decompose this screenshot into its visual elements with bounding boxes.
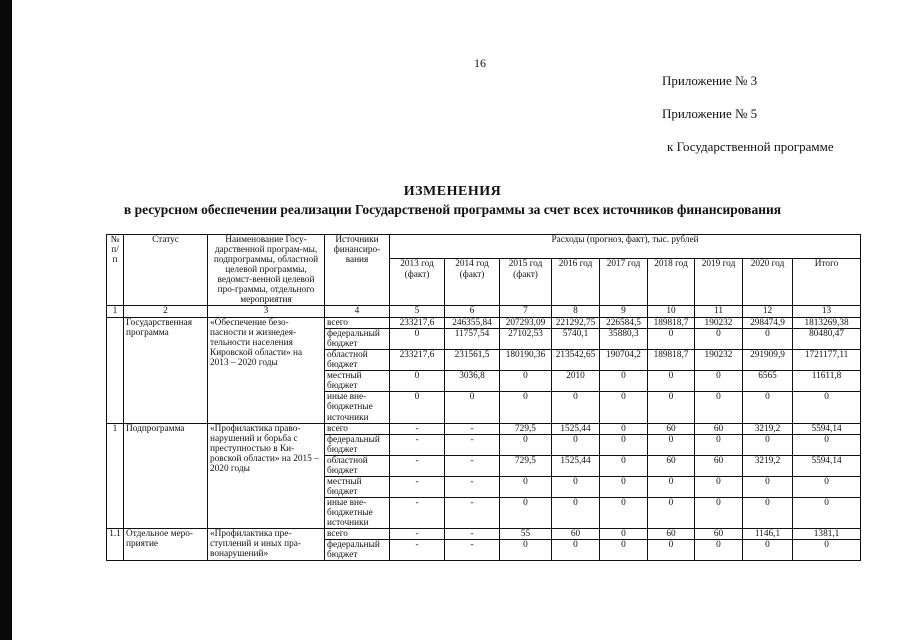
column-index: 11: [695, 306, 743, 318]
value-cell: 0: [648, 434, 695, 455]
value-cell: -: [390, 455, 445, 476]
value-cell: 233217,6: [390, 350, 445, 371]
value-cell: -: [445, 497, 500, 528]
value-cell: 60: [695, 528, 743, 539]
value-cell: 298474,9: [743, 318, 793, 329]
value-cell: -: [445, 476, 500, 497]
value-cell: 60: [695, 423, 743, 434]
value-cell: 0: [793, 434, 861, 455]
appendix-line-3: к Государственной программе: [667, 139, 834, 154]
value-cell: 0: [600, 434, 648, 455]
value-cell: 80480,47: [793, 329, 861, 350]
value-cell: 0: [600, 497, 648, 528]
group-name: «Профилактика пре-ступлений и иных пра-вонарушений»: [208, 528, 325, 560]
value-cell: 190232: [695, 350, 743, 371]
value-cell: 0: [600, 423, 648, 434]
appendix-line-2: Приложение № 5: [662, 106, 758, 121]
value-cell: 0: [743, 434, 793, 455]
value-cell: 0: [500, 476, 552, 497]
value-cell: 0: [500, 434, 552, 455]
appendix-line-1: Приложение № 3: [662, 73, 758, 88]
group-name: «Профилактика право-нарушений и борьба с преступностью в Ки-ровской области» на 2015 – 2020 годы: [208, 423, 325, 528]
value-cell: -: [445, 539, 500, 560]
table-row: [107, 528, 861, 539]
value-cell: 233217,6: [390, 318, 445, 329]
document-subtitle: в ресурсном обеспечении реализации Государственой программы за счет всех источников финансирования: [123, 202, 782, 217]
value-cell: -: [390, 528, 445, 539]
column-index: 13: [793, 306, 861, 318]
source-cell: областной бюджет: [325, 455, 390, 476]
value-cell: 0: [743, 476, 793, 497]
value-cell: 11611,8: [793, 371, 861, 392]
value-cell: 55: [500, 528, 552, 539]
value-cell: 190704,2: [600, 350, 648, 371]
value-cell: 0: [695, 476, 743, 497]
source-cell: местный бюджет: [325, 476, 390, 497]
value-cell: 0: [793, 476, 861, 497]
table-row: [107, 423, 861, 434]
value-cell: 0: [695, 371, 743, 392]
value-cell: -: [390, 497, 445, 528]
value-cell: 2010: [552, 371, 600, 392]
source-cell: федеральный бюджет: [325, 434, 390, 455]
source-cell: федеральный бюджет: [325, 329, 390, 350]
value-cell: 0: [552, 392, 600, 423]
value-cell: 0: [648, 476, 695, 497]
value-cell: 0: [600, 476, 648, 497]
source-cell: областной бюджет: [325, 350, 390, 371]
header-year: 2015 год (факт): [500, 259, 552, 306]
value-cell: 0: [600, 539, 648, 560]
group-status: Подпрограмма: [124, 423, 208, 528]
value-cell: 0: [552, 434, 600, 455]
value-cell: 60: [695, 455, 743, 476]
value-cell: -: [390, 539, 445, 560]
value-cell: 231561,5: [445, 350, 500, 371]
value-cell: 180190,36: [500, 350, 552, 371]
value-cell: 1381,1: [793, 528, 861, 539]
value-cell: 5594,14: [793, 455, 861, 476]
value-cell: 0: [793, 539, 861, 560]
value-cell: -: [390, 476, 445, 497]
column-index: 4: [325, 306, 390, 318]
value-cell: 1813269,38: [793, 318, 861, 329]
value-cell: 226584,5: [600, 318, 648, 329]
value-cell: 0: [552, 497, 600, 528]
header-year: Итого: [793, 259, 861, 306]
value-cell: 0: [600, 392, 648, 423]
value-cell: 0: [648, 329, 695, 350]
source-cell: всего: [325, 318, 390, 329]
value-cell: 0: [648, 371, 695, 392]
value-cell: 0: [695, 329, 743, 350]
value-cell: -: [390, 423, 445, 434]
group-status: Государственная программа: [124, 318, 208, 423]
value-cell: 60: [648, 528, 695, 539]
value-cell: 0: [600, 455, 648, 476]
value-cell: 0: [552, 539, 600, 560]
header-source: Источники финансиро-вания: [325, 235, 390, 306]
value-cell: 1525,44: [552, 455, 600, 476]
group-name: «Обеспечение безо-пасности и жизнедея-тельности населения Кировской области» на 2013 – 2020 годы: [208, 318, 325, 423]
value-cell: -: [445, 528, 500, 539]
scan-edge-bar: [0, 0, 12, 640]
column-index: 5: [390, 306, 445, 318]
value-cell: 60: [648, 455, 695, 476]
header-year: 2020 год: [743, 259, 793, 306]
value-cell: 0: [648, 497, 695, 528]
header-year: 2017 год: [600, 259, 648, 306]
value-cell: 0: [648, 539, 695, 560]
value-cell: 0: [648, 392, 695, 423]
source-cell: федеральный бюджет: [325, 539, 390, 560]
header-name: Наименование Госу-дарственной програм-мы, подпрограммы, областной целевой программы, ведомст-венной целевой про-граммы, отдельного мероприятия: [208, 235, 325, 306]
column-index: 10: [648, 306, 695, 318]
value-cell: 0: [390, 392, 445, 423]
column-index: 7: [500, 306, 552, 318]
header-expenses: Расходы (прогноз, факт), тыс. рублей: [390, 235, 861, 259]
source-cell: иные вне-бюджетные источники: [325, 497, 390, 528]
source-cell: всего: [325, 423, 390, 434]
value-cell: 1721177,11: [793, 350, 861, 371]
value-cell: 27102,53: [500, 329, 552, 350]
column-index: 6: [445, 306, 500, 318]
value-cell: 5594,14: [793, 423, 861, 434]
value-cell: 0: [695, 392, 743, 423]
value-cell: 0: [600, 528, 648, 539]
column-index: 9: [600, 306, 648, 318]
header-year: 2014 год (факт): [445, 259, 500, 306]
source-cell: иные вне-бюджетные источники: [325, 392, 390, 423]
value-cell: 3036,8: [445, 371, 500, 392]
value-cell: 0: [500, 371, 552, 392]
value-cell: 11757,54: [445, 329, 500, 350]
header-year: 2013 год (факт): [390, 259, 445, 306]
value-cell: 190232: [695, 318, 743, 329]
value-cell: 0: [500, 539, 552, 560]
value-cell: 189818,7: [648, 318, 695, 329]
header-status: Статус: [124, 235, 208, 306]
value-cell: 189818,7: [648, 350, 695, 371]
value-cell: 207293,09: [500, 318, 552, 329]
value-cell: -: [445, 434, 500, 455]
value-cell: 1525,44: [552, 423, 600, 434]
value-cell: 0: [500, 392, 552, 423]
value-cell: 60: [648, 423, 695, 434]
column-index: 1: [107, 306, 124, 318]
column-index: 8: [552, 306, 600, 318]
header-year: 2016 год: [552, 259, 600, 306]
value-cell: 0: [445, 392, 500, 423]
value-cell: 0: [743, 329, 793, 350]
header-year: 2019 год: [695, 259, 743, 306]
column-index: 12: [743, 306, 793, 318]
group-num: 1: [107, 423, 124, 528]
value-cell: 291909,9: [743, 350, 793, 371]
value-cell: 0: [390, 329, 445, 350]
value-cell: 729,5: [500, 423, 552, 434]
header-year: 2018 год: [648, 259, 695, 306]
document-title: ИЗМЕНЕНИЯ: [403, 184, 502, 199]
column-index: 2: [124, 306, 208, 318]
value-cell: 221292,75: [552, 318, 600, 329]
value-cell: 0: [743, 539, 793, 560]
value-cell: 0: [695, 539, 743, 560]
value-cell: 0: [552, 476, 600, 497]
group-status: Отдельное меро-приятие: [124, 528, 208, 560]
value-cell: 0: [743, 392, 793, 423]
source-cell: всего: [325, 528, 390, 539]
value-cell: 0: [600, 371, 648, 392]
value-cell: 0: [500, 497, 552, 528]
value-cell: 3219,2: [743, 455, 793, 476]
value-cell: 0: [695, 434, 743, 455]
value-cell: 729,5: [500, 455, 552, 476]
value-cell: -: [390, 434, 445, 455]
value-cell: 213542,65: [552, 350, 600, 371]
value-cell: 1146,1: [743, 528, 793, 539]
value-cell: -: [445, 423, 500, 434]
group-num: 1.1: [107, 528, 124, 560]
header-num: № п/п: [107, 235, 124, 306]
page-number: 16: [474, 56, 486, 70]
value-cell: 246355,84: [445, 318, 500, 329]
value-cell: -: [445, 455, 500, 476]
financing-table: [106, 234, 861, 561]
value-cell: 0: [793, 392, 861, 423]
group-num: [107, 318, 124, 423]
table-row: [107, 318, 861, 329]
value-cell: 0: [390, 371, 445, 392]
value-cell: 0: [695, 497, 743, 528]
value-cell: 6565: [743, 371, 793, 392]
source-cell: местный бюджет: [325, 371, 390, 392]
value-cell: 0: [743, 497, 793, 528]
value-cell: 0: [793, 497, 861, 528]
value-cell: 5740,1: [552, 329, 600, 350]
column-index: 3: [208, 306, 325, 318]
value-cell: 35880,3: [600, 329, 648, 350]
value-cell: 3219,2: [743, 423, 793, 434]
value-cell: 60: [552, 528, 600, 539]
